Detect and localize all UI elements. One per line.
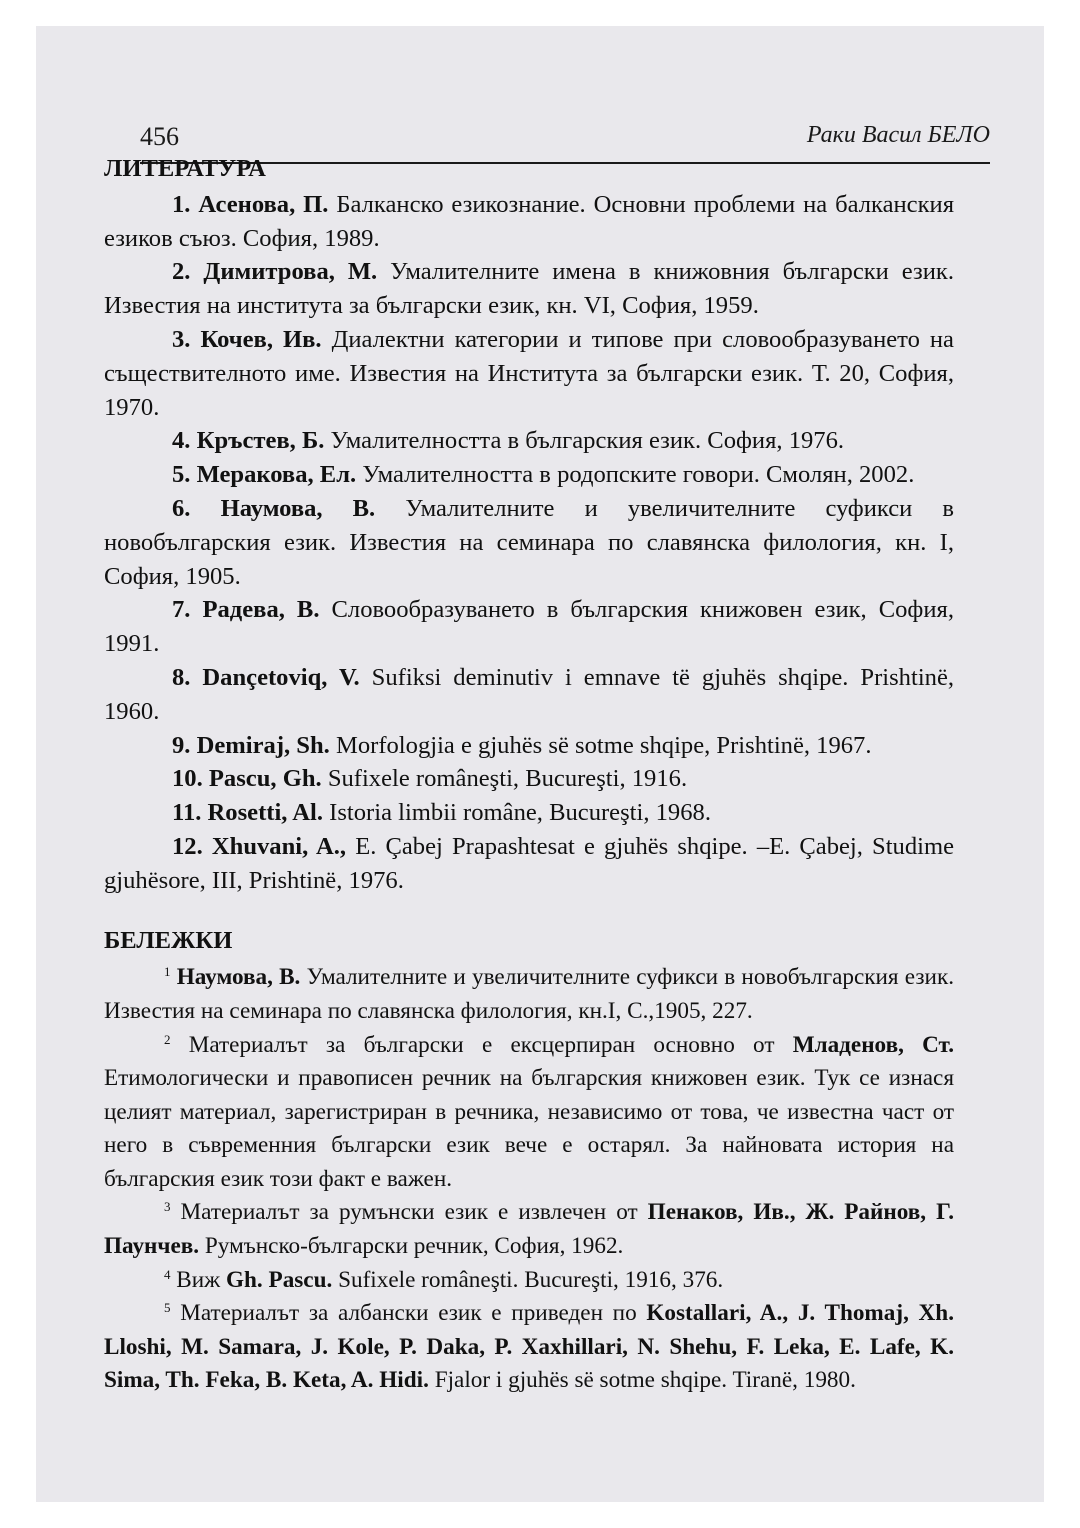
reference-text: Умалителността в българския език. София, 1976.: [330, 427, 845, 455]
reference-item: [104, 796, 954, 830]
reference-number: 2.: [172, 258, 191, 286]
footnote: [104, 1196, 954, 1263]
footnote: [104, 1029, 954, 1197]
footnote: [104, 1264, 954, 1298]
reference-text: E. Çabej Prapashtesat e gjuhës shqipe. –E. Çabej, Studime gjuhësore, III, Prishtinë, 1976.: [104, 832, 955, 894]
reference-author: Xhuvani, A.,: [211, 832, 347, 860]
reference-number: 12.: [172, 832, 203, 860]
reference-number: 11.: [172, 799, 202, 827]
reference-author: Кръстев, Б.: [196, 427, 325, 455]
reference-item: [104, 323, 954, 424]
reference-text: Словообразуването в българския книжовен език, София, 1991.: [104, 596, 954, 658]
footnote-mark: 4: [164, 1266, 171, 1282]
reference-item: [104, 729, 954, 763]
reference-text: Умалителните имена в книжовния български език. Известия на института за български език, кн. VI, София, 1959.: [104, 258, 954, 320]
reference-item: [104, 458, 954, 492]
footnote-text: Виж: [176, 1266, 221, 1293]
reference-item: [104, 830, 954, 898]
reference-number: 6.: [172, 494, 191, 522]
reference-number: 3.: [172, 325, 191, 353]
notes-heading: БЕЛЕЖКИ: [104, 926, 233, 954]
literature-heading: ЛИТЕРАТУРА: [104, 155, 266, 182]
reference-author: Dançetoviq, V.: [202, 663, 360, 691]
reference-author: Кочев, Ив.: [200, 325, 322, 353]
reference-text: Диалектни категории и типове при словообразуването на съществителното име. Известия на Института за български език. Т. 20, София, 1970.: [104, 325, 954, 421]
footnote-text: Fjalor i gjuhës së sotme shqipe. Tiranë, 1980.: [434, 1367, 856, 1394]
footnote-author: Младенов, Ст.: [792, 1031, 955, 1058]
reference-number: 8.: [172, 663, 191, 691]
reference-author: Асенова, П.: [198, 190, 329, 218]
reference-author: Радева, В.: [202, 596, 320, 624]
reference-text: Умалителните и увеличителните суфикси в новобългарския език. Известия на семинара по славянска филология, кн. I, София, 1905.: [104, 494, 954, 590]
reference-author: Demiraj, Sh.: [196, 731, 330, 759]
footnote-author: Наумова, В.: [176, 964, 301, 991]
reference-item: [104, 492, 954, 593]
footnote-text: Материалът за румънски език е извлечен от: [180, 1199, 638, 1226]
page-number: 456: [140, 122, 179, 151]
notes-list: [104, 961, 954, 1398]
reference-author: Наумова, В.: [220, 494, 376, 522]
reference-text: Балканско езикознание. Основни проблеми на балканския езиков съюз. София, 1989.: [104, 190, 955, 252]
reference-author: Rosetti, Al.: [207, 799, 323, 827]
reference-author: Димитрова, М.: [203, 258, 378, 286]
reference-item: [104, 762, 954, 796]
reference-text: Morfologjia e gjuhës së sotme shqipe, Prishtinë, 1967.: [335, 731, 872, 759]
footnote-mark: 2: [164, 1031, 171, 1047]
reference-author: Меракова, Ел.: [196, 461, 357, 489]
reference-text: Умалителността в родопските говори. Смолян, 2002.: [362, 461, 915, 489]
footnote-text: Материалът за албански език е приведен по: [180, 1300, 637, 1327]
footnote-mark: 1: [164, 964, 171, 980]
footnote-text: Румънско-български речник, София, 1962.: [204, 1233, 624, 1260]
reference-item: [104, 661, 954, 729]
reference-item: [104, 188, 954, 256]
footnote: [104, 1297, 954, 1398]
reference-number: 7.: [172, 596, 191, 624]
reference-text: Sufixele româneşti, Bucureşti, 1916.: [327, 765, 688, 793]
footnote: [104, 961, 954, 1028]
reference-item: [104, 424, 954, 458]
footnote-author: Gh. Pascu.: [226, 1266, 333, 1293]
reference-list: [104, 188, 954, 898]
reference-number: 1.: [172, 190, 191, 218]
footnote-mark: 5: [164, 1300, 171, 1316]
page-content: [104, 152, 954, 1398]
footnote-text: Умалителните и увеличителните суфикси в новобългарския език. Известия на семинара по славянска филология, кн.I, С.,1905, 227.: [104, 964, 955, 1024]
footnote-text: Sufixele româneşti. Bucureşti, 1916, 376.: [338, 1266, 724, 1293]
footnote-mark: 3: [164, 1199, 171, 1215]
reference-item: [104, 255, 954, 323]
reference-item: [104, 593, 954, 661]
reference-number: 5.: [172, 461, 191, 489]
footnote-text: Етимологически и правописен речник на българския книжовен език. Тук се изнася целият материал, зарегистриран в речника, независимо от това, че известна част от него в съвременния български език вече е остарял. За найновата история на българския език този факт е важен.: [104, 1065, 954, 1192]
reference-author: Pascu, Gh.: [208, 765, 322, 793]
reference-number: 9.: [172, 731, 191, 759]
footnote-author: Пенаков, Ив., Ж. Райнов, Г. Паунчев.: [104, 1199, 955, 1260]
running-head: Раки Васил БЕЛО: [806, 122, 990, 148]
reference-text: Istoria limbii române, Bucureşti, 1968.: [329, 799, 711, 827]
reference-number: 4.: [172, 427, 191, 455]
footnote-author: Kostallari, A., J. Thomaj, Xh. Lloshi, M. Samara, J. Kole, P. Daka, P. Xaxhillari, N. Shehu, F. Leka, E. Lafe, K. Sima, Th. Feka, B. Keta, A. Hidi.: [104, 1300, 954, 1394]
reference-number: 10.: [172, 765, 203, 793]
reference-text: Sufiksi deminutiv i emnave të gjuhës shqipe. Prishtinë, 1960.: [104, 663, 955, 725]
footnote-text: Материалът за български е ексцерпиран основно от: [188, 1031, 775, 1058]
